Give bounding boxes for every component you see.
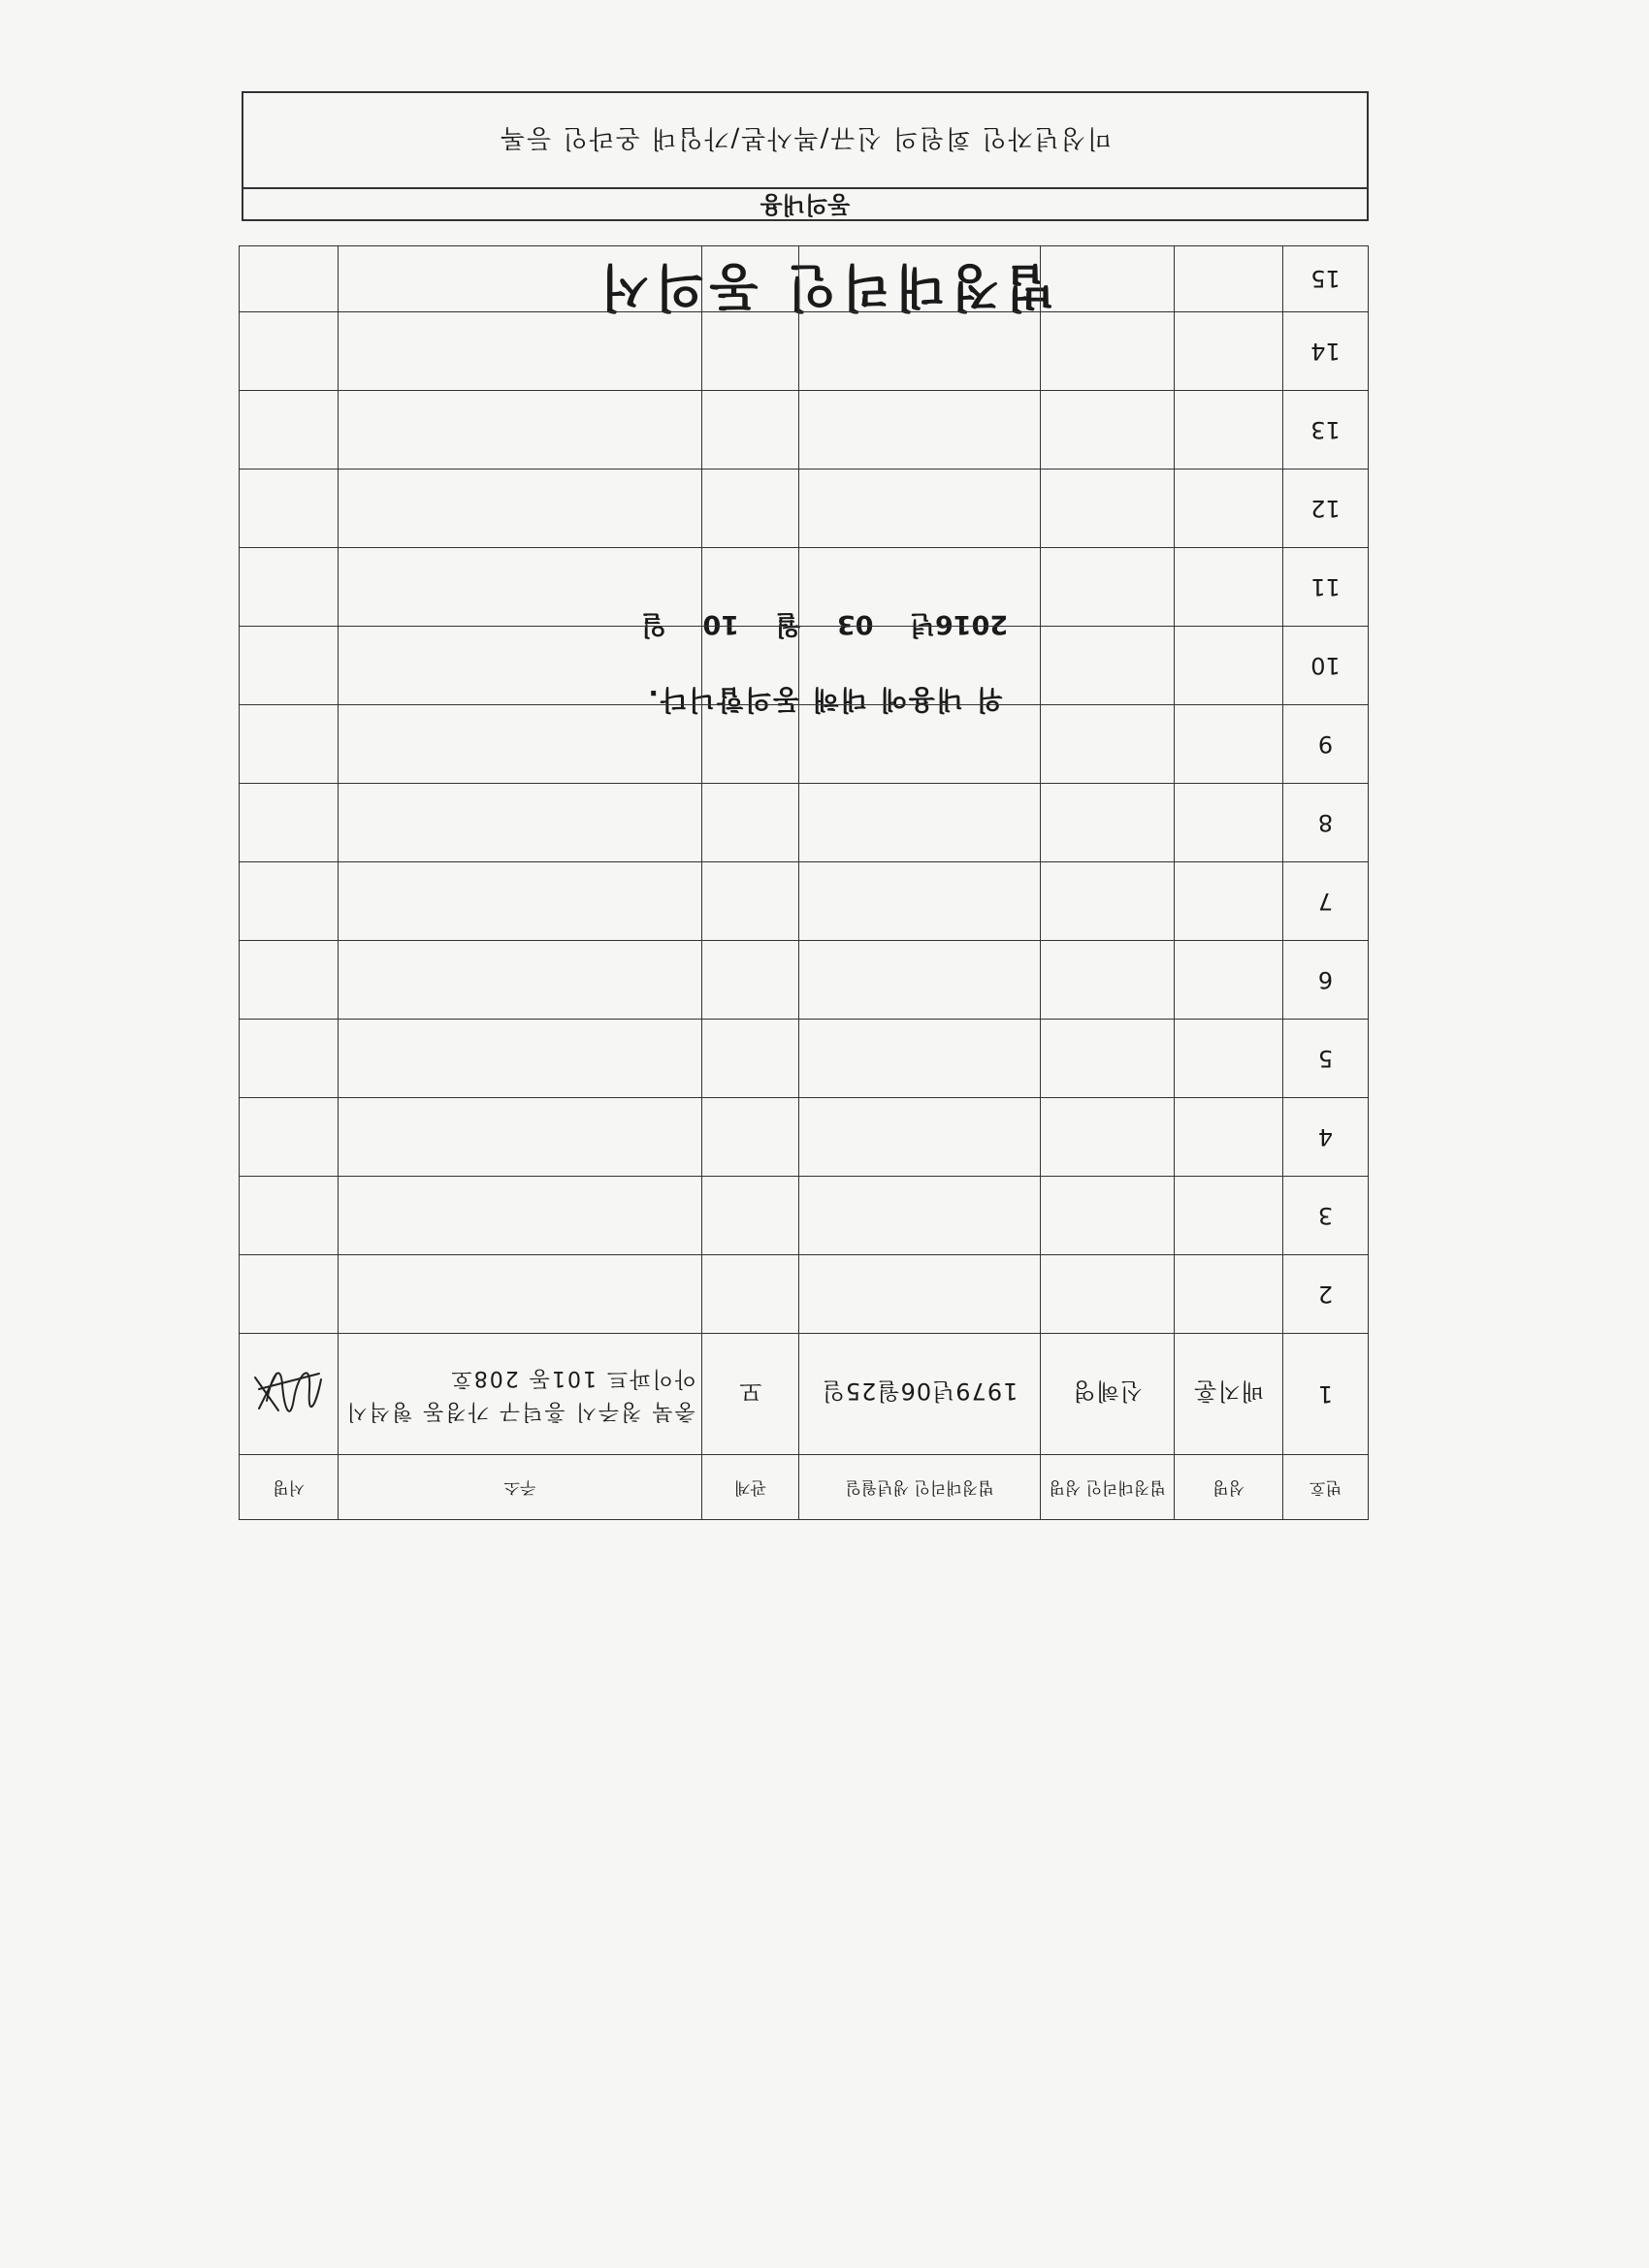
row-relation — [702, 862, 799, 941]
table-row — [240, 312, 1369, 391]
row-guardian-name — [1041, 391, 1175, 470]
row-name — [1175, 627, 1283, 705]
row-guardian-birth — [799, 391, 1041, 470]
row-number: 12 — [1283, 470, 1369, 548]
row-guardian-birth — [799, 705, 1041, 784]
row-guardian-birth — [799, 1020, 1041, 1098]
row-relation — [702, 312, 799, 391]
consent-box — [242, 91, 1369, 221]
row-guardian-name — [1041, 1177, 1175, 1255]
row-guardian-name: 신혜영 — [1041, 1334, 1175, 1455]
table-row — [240, 1098, 1369, 1177]
header-signature: 서명 — [240, 1455, 339, 1520]
row-guardian-birth — [799, 312, 1041, 391]
table-row — [240, 941, 1369, 1020]
row-number: 4 — [1283, 1098, 1369, 1177]
row-name — [1175, 548, 1283, 627]
row-number: 3 — [1283, 1177, 1369, 1255]
row-name — [1175, 941, 1283, 1020]
row-guardian-birth — [799, 548, 1041, 627]
row-name — [1175, 862, 1283, 941]
row-guardian-birth — [799, 862, 1041, 941]
row-address — [339, 705, 702, 784]
date-day-unit: 일 — [640, 609, 666, 639]
row-number: 9 — [1283, 705, 1369, 784]
row-number: 13 — [1283, 391, 1369, 470]
row-relation — [702, 391, 799, 470]
row-name — [1175, 1020, 1283, 1098]
row-guardian-birth: 1979년06월25일 — [799, 1334, 1041, 1455]
row-name — [1175, 705, 1283, 784]
header-guardian-birth: 법정대리인 생년월일 — [799, 1455, 1041, 1520]
row-signature — [240, 862, 339, 941]
guardian-table — [239, 245, 1369, 1520]
row-address — [339, 941, 702, 1020]
row-name — [1175, 391, 1283, 470]
row-name — [1175, 470, 1283, 548]
row-number: 6 — [1283, 941, 1369, 1020]
row-name — [1175, 1177, 1283, 1255]
row-address — [339, 1255, 702, 1334]
row-guardian-name — [1041, 627, 1175, 705]
row-number: 10 — [1283, 627, 1369, 705]
row-address — [339, 784, 702, 862]
row-relation: 모 — [702, 1334, 799, 1455]
row-signature — [240, 1098, 339, 1177]
row-number: 8 — [1283, 784, 1369, 862]
row-relation — [702, 1177, 799, 1255]
row-signature — [240, 784, 339, 862]
row-signature — [240, 1020, 339, 1098]
row-guardian-birth — [799, 1255, 1041, 1334]
row-signature — [240, 470, 339, 548]
date-year: 2016년 — [909, 609, 1009, 639]
row-name — [1175, 312, 1283, 391]
guardian-table-wrap — [240, 250, 1369, 1520]
table-row — [240, 784, 1369, 862]
table-body — [240, 246, 1369, 1455]
header-relation: 관계 — [702, 1455, 799, 1520]
handwritten-signature — [250, 1360, 328, 1428]
row-guardian-birth — [799, 784, 1041, 862]
row-number: 14 — [1283, 312, 1369, 391]
table-row — [240, 1334, 1369, 1455]
row-address — [339, 862, 702, 941]
document-title: 법정대리인 동의서 — [595, 257, 1054, 315]
row-address — [339, 470, 702, 548]
table-row — [240, 1020, 1369, 1098]
row-guardian-name — [1041, 1020, 1175, 1098]
row-number: 5 — [1283, 1020, 1369, 1098]
row-number: 11 — [1283, 548, 1369, 627]
row-relation — [702, 1255, 799, 1334]
row-guardian-name — [1041, 1255, 1175, 1334]
row-relation — [702, 784, 799, 862]
row-relation — [702, 1098, 799, 1177]
row-guardian-birth — [799, 1177, 1041, 1255]
table-row — [240, 1255, 1369, 1334]
header-guardian-name: 법정대리인 성명 — [1041, 1455, 1175, 1520]
row-guardian-birth — [799, 246, 1041, 312]
row-relation — [702, 1020, 799, 1098]
row-name — [1175, 246, 1283, 312]
table-row — [240, 246, 1369, 312]
header-name: 성명 — [1175, 1455, 1283, 1520]
row-address — [339, 627, 702, 705]
row-number: 1 — [1283, 1334, 1369, 1455]
row-name — [1175, 1255, 1283, 1334]
row-name — [1175, 1098, 1283, 1177]
table-row — [240, 391, 1369, 470]
row-guardian-name — [1041, 312, 1175, 391]
row-guardian-name — [1041, 941, 1175, 1020]
table-row — [240, 627, 1369, 705]
header-number: 번호 — [1283, 1455, 1369, 1520]
table-row — [240, 470, 1369, 548]
row-signature — [240, 1177, 339, 1255]
row-guardian-name — [1041, 1098, 1175, 1177]
row-signature — [240, 705, 339, 784]
table-header-row — [240, 1455, 1369, 1520]
row-guardian-name — [1041, 246, 1175, 312]
row-address — [339, 312, 702, 391]
row-name: 배지훈 — [1175, 1334, 1283, 1455]
table-row — [240, 862, 1369, 941]
row-guardian-name — [1041, 705, 1175, 784]
row-number: 2 — [1283, 1255, 1369, 1334]
row-relation — [702, 470, 799, 548]
table-row — [240, 548, 1369, 627]
date-day: 10 — [702, 609, 739, 639]
row-address: 충북 청주시 흥덕구 가경동 형석시아이파트 101동 208호 — [339, 1334, 702, 1455]
row-guardian-name — [1041, 470, 1175, 548]
row-relation — [702, 941, 799, 1020]
row-guardian-birth — [799, 470, 1041, 548]
row-signature — [240, 941, 339, 1020]
row-signature — [240, 246, 339, 312]
row-address — [339, 1177, 702, 1255]
row-signature — [240, 627, 339, 705]
row-name — [1175, 784, 1283, 862]
row-relation — [702, 548, 799, 627]
table-row — [240, 705, 1369, 784]
row-guardian-name — [1041, 862, 1175, 941]
consent-body: 미성년자인 회원의 신규/복사본/가입대 온라인 등록 — [499, 123, 1113, 152]
row-signature — [240, 1334, 339, 1455]
row-address — [339, 246, 702, 312]
agree-statement: 위 내용에 대해 동의합니다. — [646, 684, 1003, 716]
row-signature — [240, 548, 339, 627]
row-guardian-name — [1041, 784, 1175, 862]
row-address — [339, 548, 702, 627]
row-address — [339, 391, 702, 470]
header-address: 주소 — [339, 1455, 702, 1520]
row-relation — [702, 246, 799, 312]
row-guardian-birth — [799, 1098, 1041, 1177]
row-relation — [702, 627, 799, 705]
row-guardian-name — [1041, 548, 1175, 627]
row-address — [339, 1020, 702, 1098]
row-number: 7 — [1283, 862, 1369, 941]
row-address — [339, 1098, 702, 1177]
row-relation — [702, 705, 799, 784]
row-signature — [240, 312, 339, 391]
row-signature — [240, 391, 339, 470]
date-month: 03 — [836, 609, 874, 639]
table-row — [240, 1177, 1369, 1255]
row-signature — [240, 1255, 339, 1334]
date-month-unit: 월 — [775, 609, 801, 639]
row-guardian-birth — [799, 627, 1041, 705]
row-guardian-birth — [799, 941, 1041, 1020]
consent-heading: 동의내용 — [243, 187, 1367, 219]
row-number: 15 — [1283, 246, 1369, 312]
